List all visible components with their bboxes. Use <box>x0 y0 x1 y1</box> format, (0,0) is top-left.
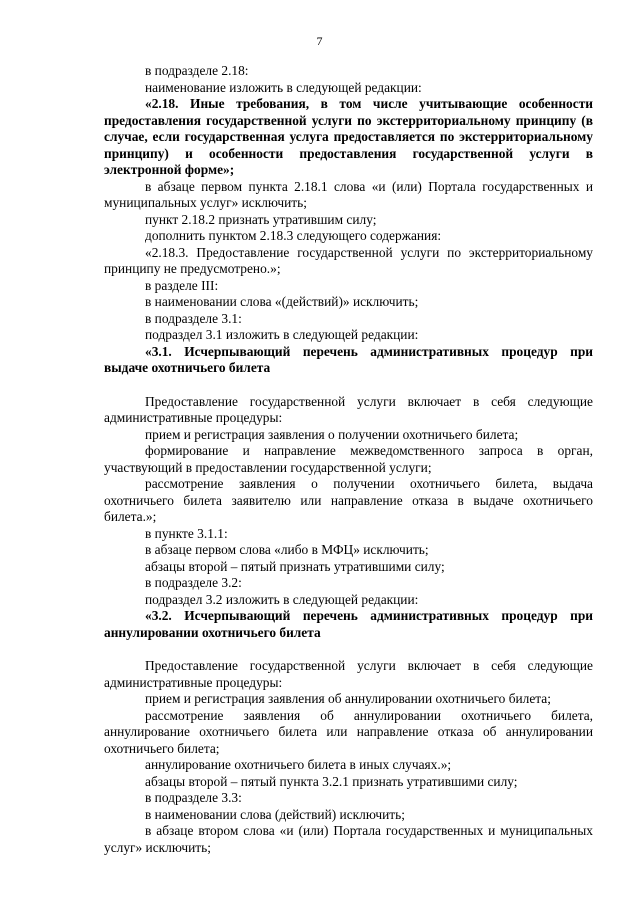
paragraph: абзацы второй – пятый признать утратившими силу; <box>145 558 445 574</box>
paragraph: Предоставление государственной услуги включает в себя следующие административные процедуры: <box>104 658 593 690</box>
page-number: 7 <box>316 34 323 48</box>
paragraph: рассмотрение заявления о получении охотничьего билета, выдача охотничьего билета заявителю или направление отказа в выдаче охотничьего билета.»; <box>104 476 593 524</box>
paragraph: пункт 2.18.2 признать утратившим силу; <box>145 211 377 227</box>
paragraph: «2.18.3. Предоставление государственной услуги по экстерриториальному принципу не предусмотрено.»; <box>104 244 593 276</box>
paragraph: абзацы второй – пятый пункта 3.2.1 признать утратившими силу; <box>145 773 518 789</box>
paragraph: подраздел 3.1 изложить в следующей редакции: <box>145 327 419 342</box>
paragraph: в абзаце первом слова «либо в МФЦ» исключить; <box>145 542 429 557</box>
blank-line <box>104 641 593 658</box>
paragraph: в разделе III: <box>145 277 219 293</box>
paragraph: подраздел 3.2 изложить в следующей редакции: <box>145 591 419 607</box>
paragraph: в наименовании слова (действий) исключить; <box>145 806 405 822</box>
paragraph: дополнить пунктом 2.18.3 следующего содержания: <box>145 228 442 243</box>
paragraph: в подразделе 3.1: <box>145 310 242 326</box>
paragraph: в подразделе 3.2: <box>145 575 242 590</box>
section-heading: «3.1. Исчерпывающий перечень административных процедур при выдаче охотничьего билета <box>104 343 593 375</box>
paragraph: Предоставление государственной услуги включает в себя следующие административные процедуры: <box>104 393 593 425</box>
paragraph: формирование и направление межведомственного запроса в орган, участвующий в предоставлении государственной услуги; <box>104 443 593 475</box>
document-body <box>104 63 593 856</box>
paragraph: в пункте 3.1.1: <box>145 525 228 541</box>
section-heading: «3.2. Исчерпывающий перечень административных процедур при аннулировании охотничьего билета <box>104 608 593 640</box>
paragraph: прием и регистрация заявления об аннулировании охотничьего билета; <box>145 691 551 706</box>
paragraph: прием и регистрация заявления о получении охотничьего билета; <box>145 426 519 442</box>
paragraph: в подразделе 2.18: <box>145 63 249 78</box>
paragraph: наименование изложить в следующей редакции: <box>145 79 422 95</box>
paragraph: в абзаце первом пункта 2.18.1 слова «и (или) Портала государственных и муниципальных услуг» исключить; <box>104 178 593 210</box>
paragraph: в наименовании слова «(действий)» исключить; <box>145 294 419 309</box>
section-heading: «2.18. Иные требования, в том числе учитывающие особенности предоставления государственной услуги по экстерриториальному принципу (в случае, если государственная услуга предоставляется по экстерриториальному принципу) и особенности предоставления государственной услуги в электронной форме»; <box>104 96 593 177</box>
blank-line <box>104 377 593 394</box>
paragraph: в абзаце втором слова «и (или) Портала государственных и муниципальных услуг» исключить; <box>104 823 593 855</box>
paragraph: в подразделе 3.3: <box>145 790 242 805</box>
paragraph: аннулирование охотничьего билета в иных случаях.»; <box>145 757 452 772</box>
paragraph: рассмотрение заявления об аннулировании охотничьего билета, аннулирование охотничьего билета или направление отказа об аннулировании охотничьего билета; <box>104 707 593 756</box>
